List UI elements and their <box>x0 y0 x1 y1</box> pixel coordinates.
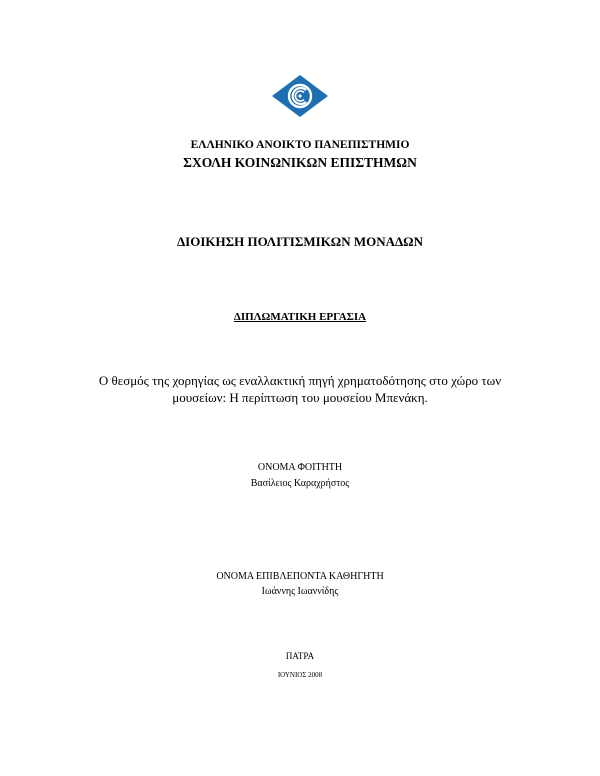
city: ΠΑΤΡΑ <box>285 651 315 661</box>
university-name: ΕΛΛΗΝΙΚΟ ΑΝΟΙΚΤΟ ΠΑΝΕΠΙΣΤΗΜΙΟ <box>190 139 410 151</box>
student-label: ΟΝΟΜΑ ΦΟΙΤΗΤΗ <box>257 462 343 473</box>
date: ΙΟΥΝΙΟΣ 2008 <box>277 671 323 679</box>
university-emblem-icon <box>271 74 329 118</box>
program-name: ΔΙΟΙΚΗΣΗ ΠΟΛΙΤΙΣΜΙΚΩΝ ΜΟΝΑΔΩΝ <box>177 234 423 249</box>
student-name: Βασίλειος Καραχρήστος <box>250 478 350 489</box>
school-name: ΣΧΟΛΗ ΚΟΙΝΩΝΙΚΩΝ ΕΠΙΣΤΗΜΩΝ <box>183 155 417 170</box>
thesis-title-line-1: Ο θεσμός της χορηγίας ως εναλλακτική πηγή χρηματοδότησης στο χώρο των <box>98 373 502 388</box>
document-type: ΔΙΠΛΩΜΑΤΙΚΗ ΕΡΓΑΣΙΑ <box>233 311 367 323</box>
advisor-label: ΟΝΟΜΑ ΕΠΙΒΛΕΠΟΝΤΑ ΚΑΘΗΓΗΤΗ <box>216 571 384 582</box>
advisor-name: Ιωάννης Ιωαννίδης <box>261 586 339 597</box>
thesis-title-line-2: μουσείων: Η περίπτωση του μουσείου Μπενάκη. <box>172 390 428 405</box>
